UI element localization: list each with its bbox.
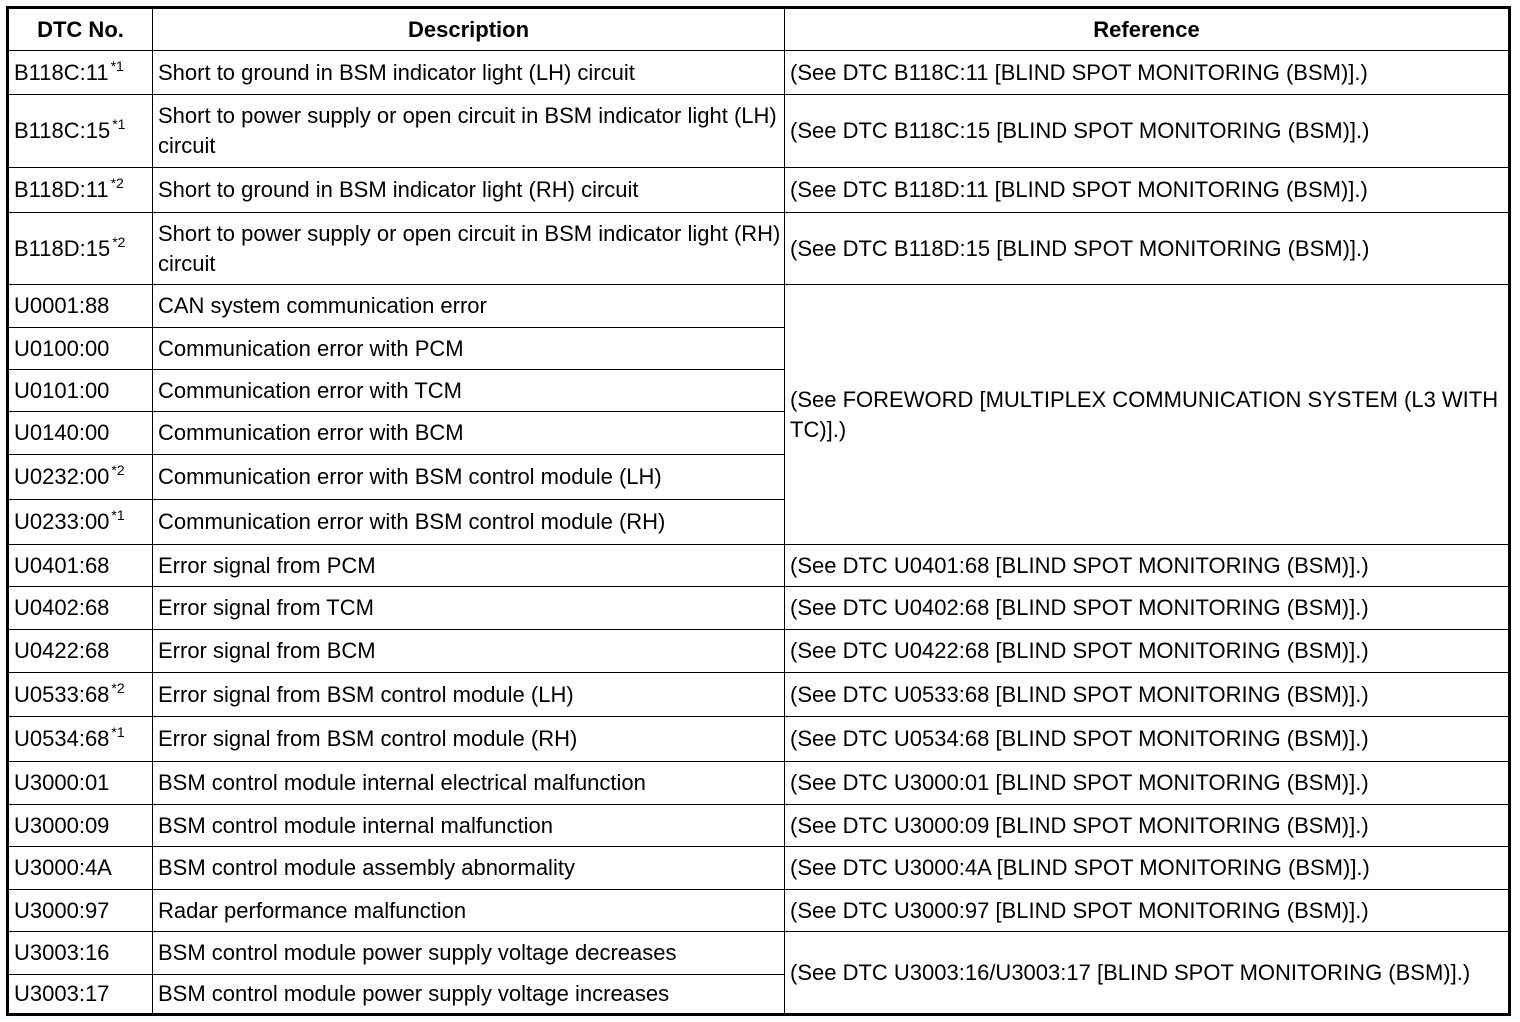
footnote-mark: *2 (111, 462, 125, 478)
table-row (8, 285, 1510, 328)
dtc-code: U3000:97 (14, 897, 110, 923)
reference-cell: (See DTC B118C:15 [BLIND SPOT MONITORING (BSM)].) (785, 95, 1510, 168)
dtc-code-cell (8, 500, 153, 545)
reference-cell: (See DTC U3000:09 [BLIND SPOT MONITORING (BSM)].) (785, 805, 1510, 847)
dtc-code: U0233:00 (14, 509, 110, 534)
dtc-code-cell (8, 285, 153, 328)
description-cell: Short to power supply or open circuit in BSM indicator light (RH) circuit (153, 213, 785, 285)
dtc-code: B118D:11 (14, 177, 109, 202)
table-row (8, 847, 1510, 890)
dtc-code: U0232:00 (14, 464, 110, 489)
table-row (8, 932, 1510, 975)
description-cell: BSM control module internal electrical malfunction (153, 762, 785, 805)
table-row (8, 168, 1510, 213)
description-cell: Communication error with PCM (153, 328, 785, 370)
header-reference: Reference (785, 8, 1510, 51)
dtc-code-cell (8, 213, 153, 285)
dtc-code: U3000:09 (14, 812, 110, 838)
dtc-code: U0101:00 (14, 377, 110, 403)
dtc-code: U3000:4A (14, 855, 112, 880)
dtc-code-cell (8, 51, 153, 95)
table-row (8, 630, 1510, 673)
description-cell: Error signal from BSM control module (LH) (153, 673, 785, 717)
description-cell: Communication error with TCM (153, 370, 785, 412)
description-cell: Error signal from PCM (153, 545, 785, 587)
dtc-code: U0422:68 (14, 638, 110, 663)
table-row (8, 587, 1510, 630)
footnote-mark: *1 (110, 57, 124, 74)
table-row (8, 717, 1510, 762)
dtc-code: U3003:16 (14, 940, 110, 965)
dtc-code: U3000:01 (14, 770, 110, 795)
footnote-mark: *2 (111, 679, 125, 696)
reference-cell: (See DTC B118D:15 [BLIND SPOT MONITORING (BSM)].) (785, 213, 1510, 285)
description-cell: Short to ground in BSM indicator light (LH) circuit (153, 51, 785, 95)
table-row (8, 51, 1510, 95)
footnote-mark: *1 (112, 116, 126, 132)
description-cell: Short to ground in BSM indicator light (RH) circuit (153, 168, 785, 213)
header-description: Description (153, 8, 785, 51)
table-row (8, 762, 1510, 805)
dtc-code: U0402:68 (14, 595, 110, 620)
dtc-code: U0140:00 (14, 420, 110, 445)
table-row (8, 890, 1510, 932)
reference-cell: (See DTC U0533:68 [BLIND SPOT MONITORING (BSM)].) (785, 673, 1510, 717)
description-cell: Error signal from TCM (153, 587, 785, 630)
dtc-code: U0100:00 (14, 335, 110, 361)
dtc-code-cell (8, 673, 153, 717)
header-row (8, 8, 1510, 51)
dtc-code-cell (8, 545, 153, 587)
table-row (8, 95, 1510, 168)
dtc-code-cell (8, 168, 153, 213)
description-cell: Error signal from BCM (153, 630, 785, 673)
description-cell: BSM control module internal malfunction (153, 805, 785, 847)
reference-cell: (See DTC B118D:11 [BLIND SPOT MONITORING (BSM)].) (785, 168, 1510, 213)
dtc-code-cell (8, 95, 153, 168)
reference-cell: (See DTC U0401:68 [BLIND SPOT MONITORING (BSM)].) (785, 545, 1510, 587)
table-row (8, 213, 1510, 285)
description-cell: CAN system communication error (153, 285, 785, 328)
dtc-code-cell (8, 630, 153, 673)
description-cell: Short to power supply or open circuit in BSM indicator light (LH) circuit (153, 95, 785, 168)
reference-cell: (See DTC U0402:68 [BLIND SPOT MONITORING (BSM)].) (785, 587, 1510, 630)
footnote-mark: *2 (112, 233, 126, 250)
footnote-mark: *1 (111, 507, 125, 523)
reference-cell: (See DTC B118C:11 [BLIND SPOT MONITORING (BSM)].) (785, 51, 1510, 95)
description-cell: Communication error with BCM (153, 412, 785, 455)
dtc-code-cell (8, 587, 153, 630)
reference-cell: (See DTC U0422:68 [BLIND SPOT MONITORING (BSM)].) (785, 630, 1510, 673)
dtc-code: U0533:68 (14, 681, 110, 707)
footnote-mark: *1 (111, 724, 125, 740)
dtc-code: B118C:11 (14, 59, 109, 85)
dtc-table (6, 6, 1511, 1016)
dtc-code-cell (8, 847, 153, 890)
dtc-code-cell (8, 932, 153, 975)
dtc-code-cell (8, 890, 153, 932)
table-row (8, 545, 1510, 587)
reference-cell: (See DTC U3003:16/U3003:17 [BLIND SPOT MONITORING (BSM)].) (785, 932, 1510, 1015)
dtc-code-cell (8, 412, 153, 455)
description-cell: BSM control module power supply voltage increases (153, 975, 785, 1015)
description-cell: Communication error with BSM control module (RH) (153, 500, 785, 545)
reference-cell: (See DTC U0534:68 [BLIND SPOT MONITORING (BSM)].) (785, 717, 1510, 762)
dtc-code-cell (8, 455, 153, 500)
dtc-code: U0001:88 (14, 293, 110, 318)
dtc-code-cell (8, 717, 153, 762)
reference-cell: (See DTC U3000:01 [BLIND SPOT MONITORING (BSM)].) (785, 762, 1510, 805)
dtc-code: U0534:68 (14, 726, 110, 751)
table-row (8, 673, 1510, 717)
reference-cell: (See DTC U3000:4A [BLIND SPOT MONITORING (BSM)].) (785, 847, 1510, 890)
description-cell: BSM control module power supply voltage decreases (153, 932, 785, 975)
reference-cell: (See FOREWORD [MULTIPLEX COMMUNICATION SYSTEM (L3 WITH TC)].) (785, 285, 1510, 545)
reference-cell: (See DTC U3000:97 [BLIND SPOT MONITORING (BSM)].) (785, 890, 1510, 932)
dtc-code-cell (8, 805, 153, 847)
dtc-code-cell (8, 975, 153, 1015)
dtc-code: B118D:15 (14, 235, 111, 261)
header-dtc-no: DTC No. (8, 8, 153, 51)
dtc-code: U3003:17 (14, 981, 110, 1006)
description-cell: Radar performance malfunction (153, 890, 785, 932)
description-cell: Error signal from BSM control module (RH) (153, 717, 785, 762)
table-row (8, 805, 1510, 847)
dtc-code: B118C:15 (14, 118, 111, 143)
dtc-code-cell (8, 370, 153, 412)
footnote-mark: *2 (110, 175, 124, 191)
dtc-code-cell (8, 762, 153, 805)
dtc-code-cell (8, 328, 153, 370)
description-cell: Communication error with BSM control module (LH) (153, 455, 785, 500)
description-cell: BSM control module assembly abnormality (153, 847, 785, 890)
dtc-code: U0401:68 (14, 552, 110, 578)
